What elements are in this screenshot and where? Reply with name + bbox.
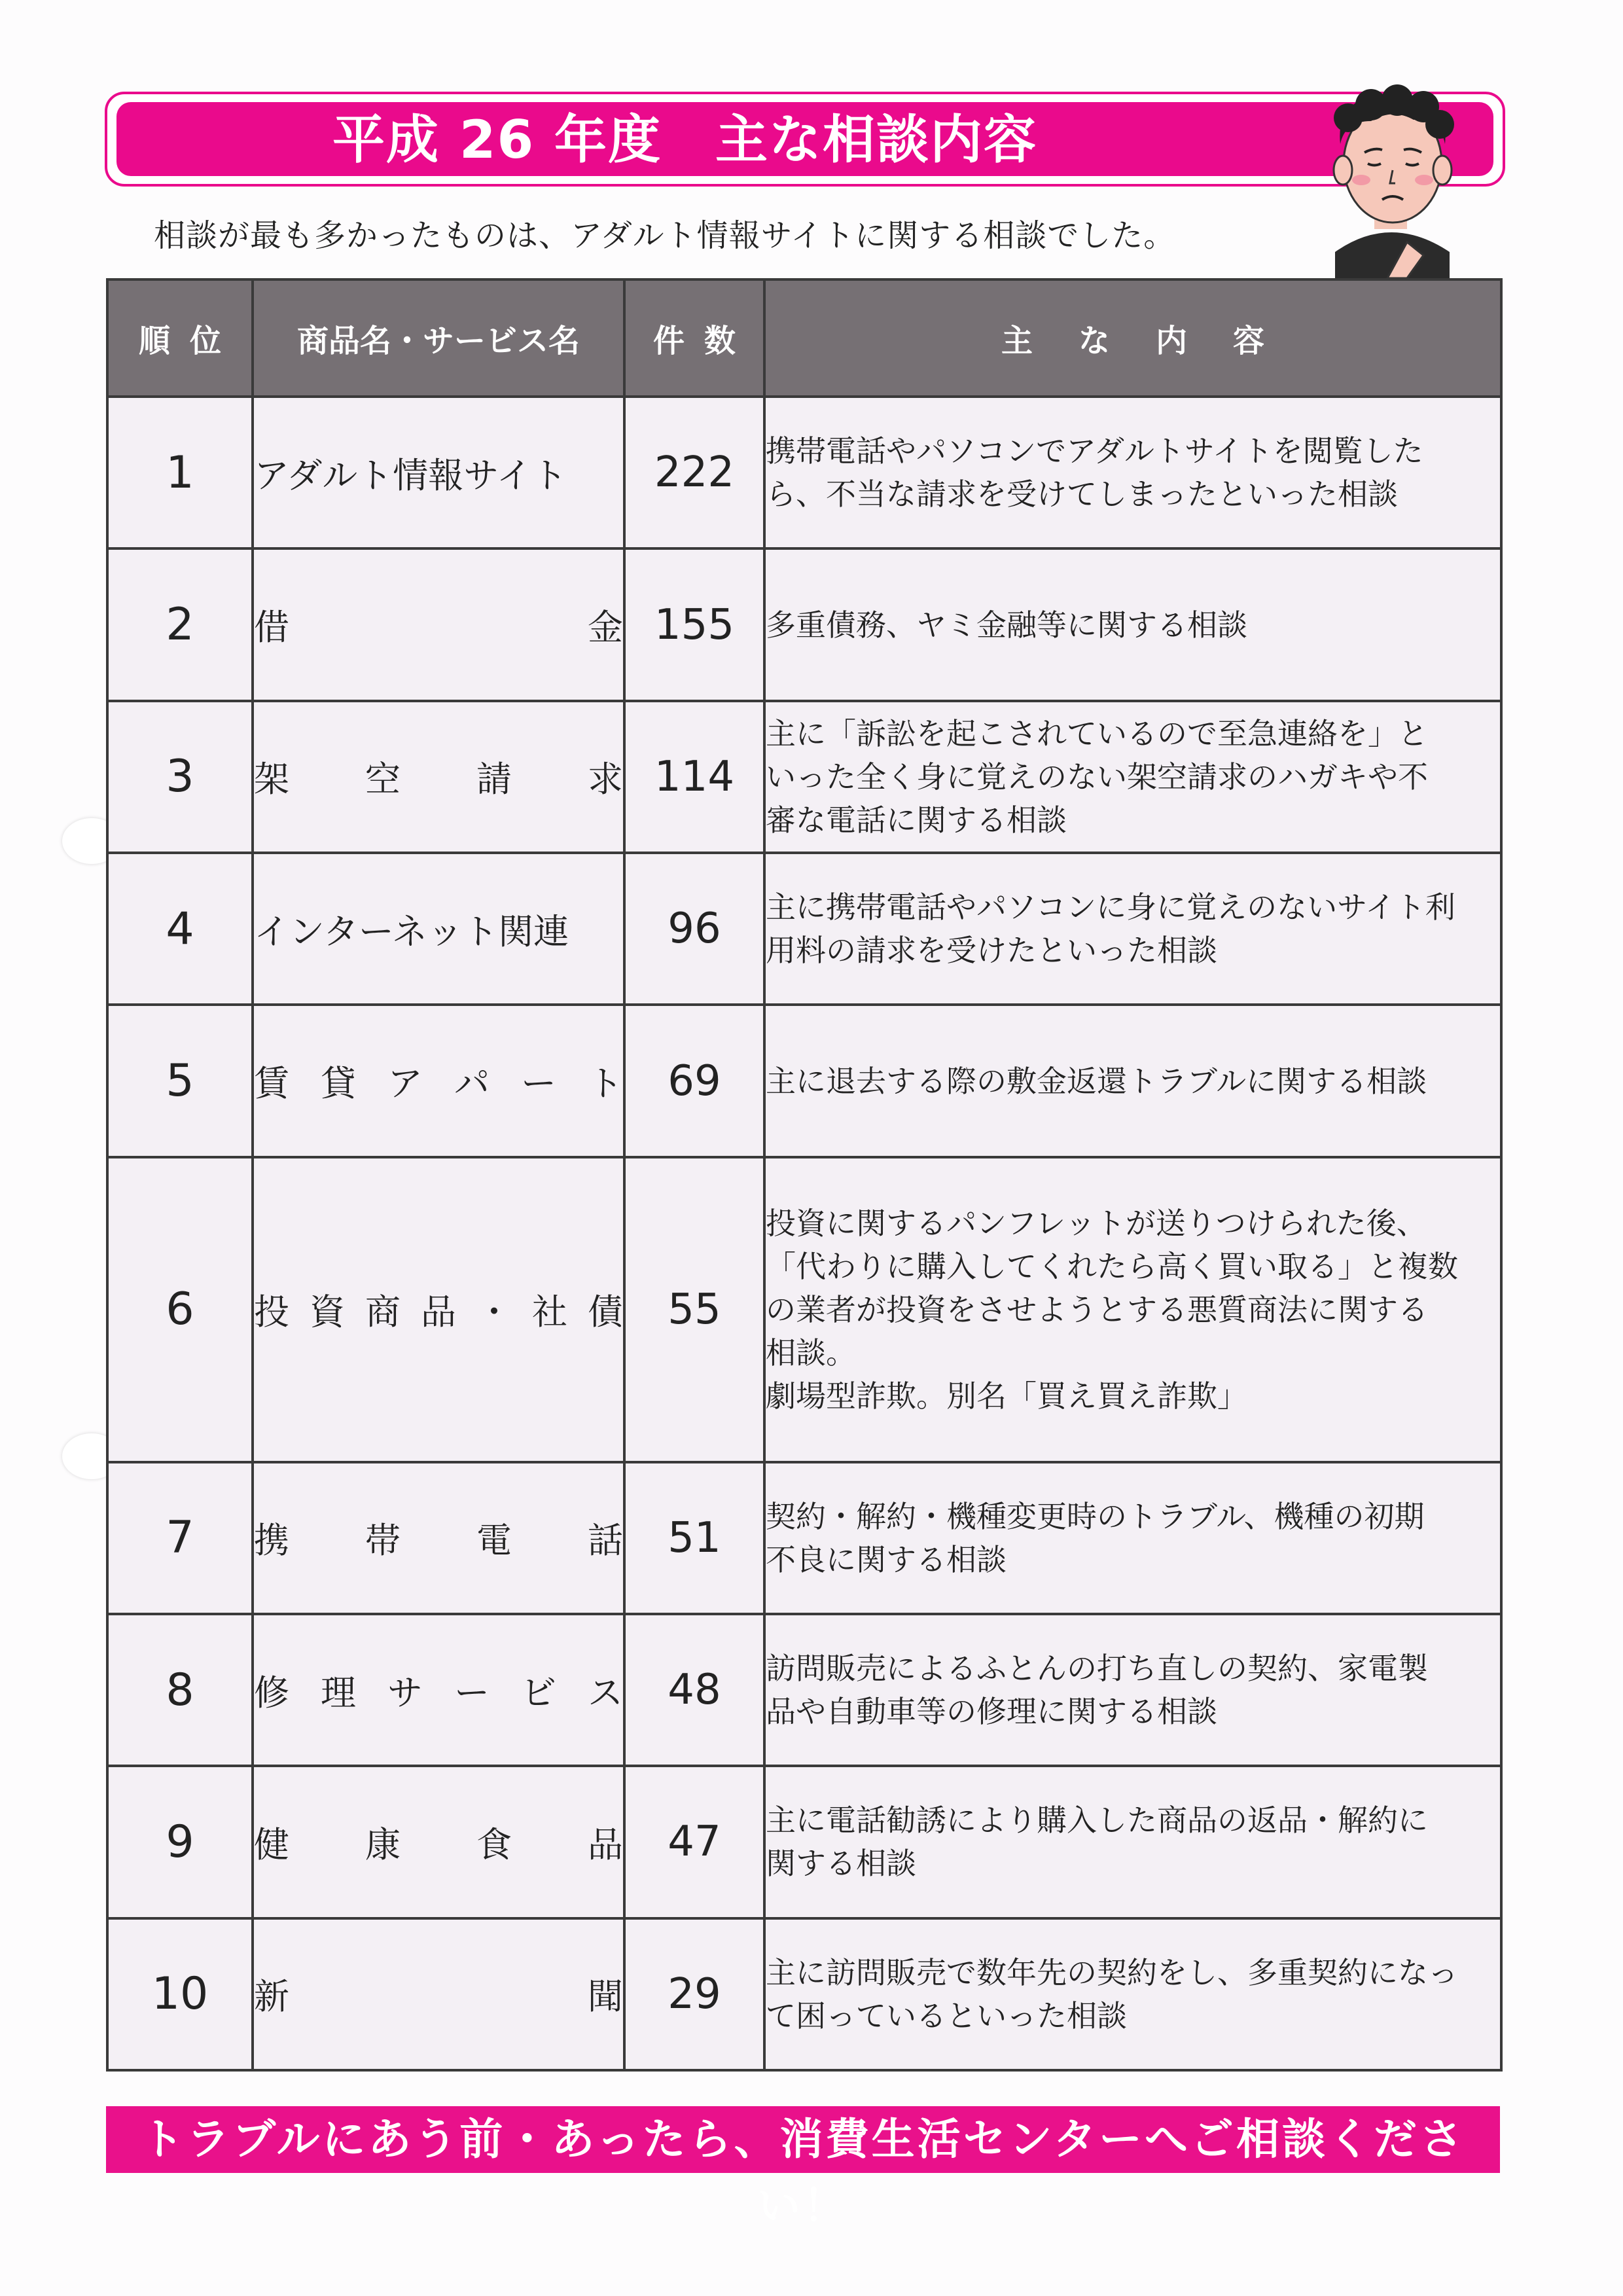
lead-sentence: 相談が最も多かったものは、アダルト情報サイトに関する相談でした。 <box>154 217 1176 254</box>
row-count: 96 <box>624 853 764 1005</box>
row-description-line: 関する相談 <box>766 1846 916 1882</box>
table-body <box>107 397 1501 2070</box>
row-count: 222 <box>624 397 764 548</box>
row-description <box>764 1462 1501 1614</box>
row-name-part: 投 <box>254 1291 289 1333</box>
row-name-part: 帯 <box>365 1520 401 1562</box>
row-name-part: 康 <box>365 1823 401 1865</box>
row-description <box>764 1766 1501 1918</box>
row-rank: 2 <box>107 548 253 700</box>
row-name-part: ー <box>454 1672 490 1713</box>
row-rank: 8 <box>107 1614 253 1766</box>
row-description-line: 投資に関するパンフレットが送りつけられた後、 <box>766 1205 1427 1241</box>
row-name-part: ス <box>588 1672 623 1713</box>
row-name-part: 求 <box>588 759 623 800</box>
row-rank: 5 <box>107 1005 253 1157</box>
row-name-part: 健 <box>254 1823 289 1865</box>
row-name-part: 架 <box>254 759 289 800</box>
row-name-part: 借 <box>254 607 289 649</box>
row-name-part: ト <box>588 1063 623 1105</box>
table-row <box>107 853 1501 1005</box>
row-rank: 7 <box>107 1462 253 1614</box>
row-description-line: 契約・解約・機種変更時のトラブル、機種の初期 <box>766 1498 1425 1534</box>
row-name-part: 電 <box>476 1520 512 1562</box>
row-count: 47 <box>624 1766 764 1918</box>
row-name <box>253 1766 624 1918</box>
row-name-part: 請 <box>476 759 512 800</box>
row-name-part: ア <box>387 1063 423 1105</box>
row-count: 114 <box>624 701 764 853</box>
row-description-line: 劇場型詐欺。別名「買え買え詐欺」 <box>766 1378 1247 1414</box>
row-name-part: 商 <box>365 1291 401 1333</box>
row-description <box>764 548 1501 700</box>
title-banner <box>105 92 1505 187</box>
row-name-part: 話 <box>588 1520 623 1562</box>
row-description <box>764 1918 1501 2070</box>
table-row <box>107 1766 1501 1918</box>
table-header-row <box>107 279 1501 397</box>
row-rank: 6 <box>107 1157 253 1462</box>
row-count: 155 <box>624 548 764 700</box>
row-rank: 4 <box>107 853 253 1005</box>
row-name <box>253 1462 624 1614</box>
row-name-part: ・ <box>476 1291 512 1333</box>
table-row <box>107 1918 1501 2070</box>
row-count: 29 <box>624 1918 764 2070</box>
table-row <box>107 548 1501 700</box>
row-description-line: 主に退去する際の敷金返還トラブルに関する相談 <box>766 1063 1427 1099</box>
header-count: 件数 <box>624 279 764 397</box>
row-description-line: 主に携帯電話やパソコンに身に覚えのないサイト利 <box>766 889 1455 925</box>
row-name-part: ー <box>521 1063 556 1105</box>
row-name <box>253 1005 624 1157</box>
footer-banner: トラブルにあう前・あったら、消費生活センターへご相談ください！ <box>106 2106 1500 2173</box>
table-row <box>107 1462 1501 1614</box>
row-description-line: 「代わりに購入してくれたら高く買い取る」と複数 <box>766 1248 1458 1284</box>
row-description-line: 主に電話勧誘により購入した商品の返品・解約に <box>766 1803 1428 1839</box>
table-row <box>107 397 1501 548</box>
row-name-part: パ <box>454 1063 490 1105</box>
row-name-part: 賃 <box>254 1063 289 1105</box>
row-count: 55 <box>624 1157 764 1462</box>
row-name-part: サ <box>387 1672 423 1713</box>
row-name-part: 資 <box>310 1291 345 1333</box>
row-description-line: いった全く身に覚えのない架空請求のハガキや不 <box>766 759 1428 795</box>
row-description-line: 不良に関する相談 <box>766 1541 1007 1577</box>
row-description-line: 主に訪問販売で数年先の契約をし、多重契約になっ <box>766 1954 1458 1990</box>
row-name <box>253 1157 624 1462</box>
row-name-part: 新 <box>254 1976 289 2018</box>
worried-person-icon <box>1309 82 1472 278</box>
row-rank: 1 <box>107 397 253 548</box>
row-name-part: 貸 <box>321 1063 356 1105</box>
row-rank: 3 <box>107 701 253 853</box>
header-rank: 順位 <box>107 279 253 397</box>
row-description <box>764 1005 1501 1157</box>
row-name-part: アダルト情報サイト <box>254 454 567 496</box>
row-rank: 9 <box>107 1766 253 1918</box>
row-description <box>764 1157 1501 1462</box>
row-name <box>253 1614 624 1766</box>
row-rank: 10 <box>107 1918 253 2070</box>
row-name-part: 理 <box>321 1672 356 1713</box>
row-description-line: 審な電話に関する相談 <box>766 802 1067 838</box>
row-name-part: 品 <box>588 1823 623 1865</box>
row-description <box>764 853 1501 1005</box>
header-description: 主な内容 <box>764 279 1501 397</box>
header-name: 商品名・サービス名 <box>253 279 624 397</box>
row-name <box>253 853 624 1005</box>
row-name <box>253 397 624 548</box>
row-description-line: 主に「訴訟を起こされているので至急連絡を」と <box>766 715 1428 751</box>
row-name-part: 修 <box>254 1672 289 1713</box>
row-name-part: 品 <box>421 1291 456 1333</box>
row-name-part: 金 <box>588 607 623 649</box>
row-count: 51 <box>624 1462 764 1614</box>
row-description-line: の業者が投資をさせようとする悪質商法に関する <box>766 1291 1428 1327</box>
title-banner-fill <box>116 102 1493 176</box>
row-name-part: 食 <box>476 1823 512 1865</box>
row-description-line: て困っているといった相談 <box>766 1998 1127 2034</box>
row-name <box>253 548 624 700</box>
row-count: 48 <box>624 1614 764 1766</box>
row-description-line: 用料の請求を受けたといった相談 <box>766 933 1217 969</box>
row-description-line: 多重債務、ヤミ金融等に関する相談 <box>766 607 1247 643</box>
page-title: 平成 26 年度 主な相談内容 <box>332 109 1038 170</box>
row-description-line: ら、不当な請求を受けてしまったといった相談 <box>766 476 1398 512</box>
row-count: 69 <box>624 1005 764 1157</box>
row-description-line: 携帯電話やパソコンでアダルトサイトを閲覧した <box>766 433 1423 469</box>
table-row <box>107 1157 1501 1462</box>
row-name-part: ビ <box>521 1672 556 1713</box>
row-name-part: 社 <box>532 1291 567 1333</box>
table-row <box>107 701 1501 853</box>
row-description-line: 相談。 <box>766 1335 856 1371</box>
table-row <box>107 1005 1501 1157</box>
row-description-line: 品や自動車等の修理に関する相談 <box>766 1694 1217 1730</box>
row-name-part: 聞 <box>588 1976 623 2018</box>
row-name-part: 携 <box>254 1520 289 1562</box>
consultation-ranking-table <box>106 278 1503 2072</box>
row-description <box>764 1614 1501 1766</box>
table-row <box>107 1614 1501 1766</box>
row-description-line: 訪問販売によるふとんの打ち直しの契約、家電製 <box>766 1651 1428 1687</box>
row-name <box>253 1918 624 2070</box>
row-description <box>764 701 1501 853</box>
row-name-part: 債 <box>588 1291 623 1333</box>
row-name-part: インターネット関連 <box>254 910 569 952</box>
row-description <box>764 397 1501 548</box>
row-name-part: 空 <box>365 759 401 800</box>
row-name <box>253 701 624 853</box>
